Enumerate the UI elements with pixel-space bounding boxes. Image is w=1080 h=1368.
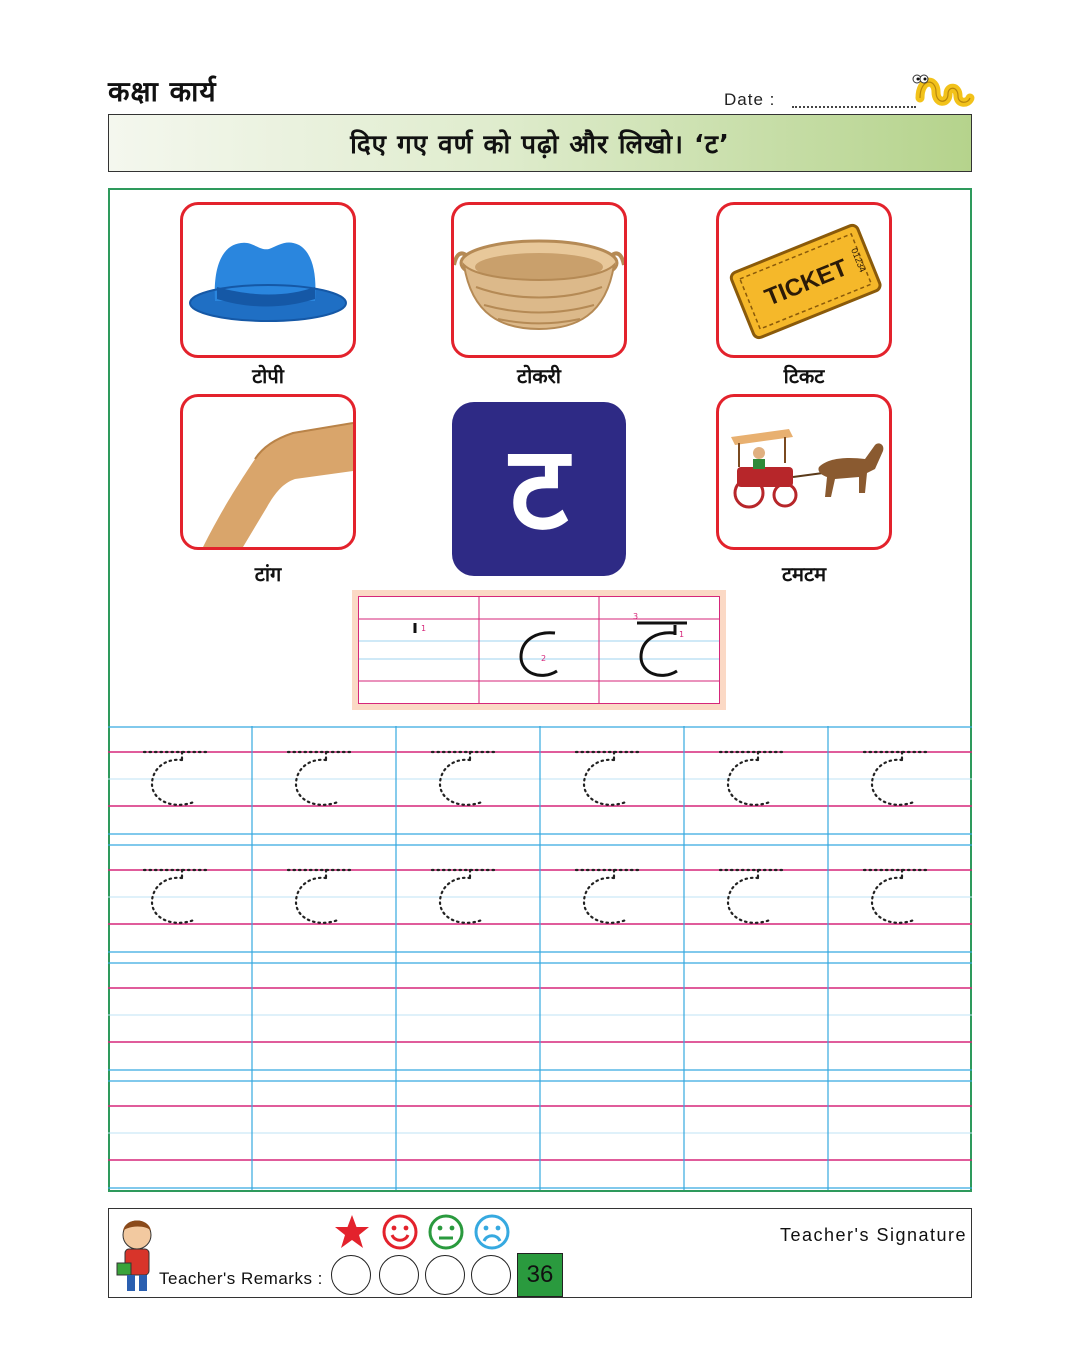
- instruction-banner: [108, 114, 972, 172]
- ticket-text: TICKET: [761, 254, 852, 312]
- worm-icon: [910, 70, 980, 114]
- picture-label: टोपी: [252, 364, 284, 388]
- trace-letter: [720, 752, 784, 805]
- basket-icon: [454, 205, 624, 355]
- horse-carriage-icon: [719, 397, 889, 547]
- trace-letter: [144, 752, 208, 805]
- leg-icon: [183, 397, 353, 547]
- picture-label: टोकरी: [517, 364, 561, 388]
- trace-letter: [288, 752, 352, 805]
- remark-circle-sad[interactable]: [471, 1255, 511, 1295]
- trace-letter: [720, 870, 784, 923]
- trace-letter: [576, 870, 640, 923]
- trace-letter: [576, 752, 640, 805]
- practice-grid[interactable]: [108, 726, 972, 1192]
- remarks-footer: [108, 1208, 972, 1298]
- trace-letter: [144, 870, 208, 923]
- hat-icon: [183, 205, 353, 355]
- stroke-step-number: 1: [679, 630, 685, 639]
- stroke-step-number: 1: [421, 624, 427, 633]
- stroke-step-number: 2: [541, 654, 547, 663]
- happy-face-icon[interactable]: [381, 1213, 419, 1251]
- trace-letter: [432, 752, 496, 805]
- boy-icon: [113, 1213, 163, 1295]
- picture-card-ticket[interactable]: [716, 202, 892, 358]
- picture-card-carriage[interactable]: [716, 394, 892, 550]
- practice-lines: [108, 726, 972, 1192]
- teachers-remarks-label: Teacher's Remarks :: [159, 1269, 323, 1288]
- neutral-face-icon[interactable]: [427, 1213, 465, 1251]
- picture-label: टमटम: [781, 562, 827, 586]
- date-label: Date :: [724, 90, 776, 109]
- ticket-icon: [719, 205, 889, 355]
- sad-face-icon[interactable]: [473, 1213, 511, 1251]
- instruction-text: दिए गए वर्ण को पढ़ो और लिखो। ‘ट’: [350, 130, 730, 160]
- teachers-signature-label: Teacher's Signature: [779, 1225, 967, 1245]
- stroke-order-guides: [359, 597, 719, 703]
- date-field[interactable]: [792, 106, 916, 108]
- trace-letter: [432, 870, 496, 923]
- trace-letter: [864, 752, 928, 805]
- stroke-step-number: 3: [633, 612, 639, 621]
- letter-tile: ट: [452, 402, 626, 576]
- class-title: कक्षा कार्य: [108, 75, 217, 108]
- stroke-order-grid: [358, 596, 720, 704]
- remark-circle-neutral[interactable]: [425, 1255, 465, 1295]
- stroke-order-box: [352, 590, 726, 710]
- star-icon[interactable]: [333, 1213, 371, 1251]
- picture-card-leg[interactable]: [180, 394, 356, 550]
- picture-label: टांग: [254, 562, 282, 586]
- remark-circle-happy[interactable]: [379, 1255, 419, 1295]
- remark-circle-star[interactable]: [331, 1255, 371, 1295]
- picture-card-basket[interactable]: [451, 202, 627, 358]
- trace-letter: [864, 870, 928, 923]
- picture-label: टिकट: [783, 364, 825, 388]
- picture-card-hat[interactable]: [180, 202, 356, 358]
- ticket-serial: 01234: [849, 246, 868, 274]
- trace-letter: [288, 870, 352, 923]
- page-number: 36: [517, 1253, 563, 1297]
